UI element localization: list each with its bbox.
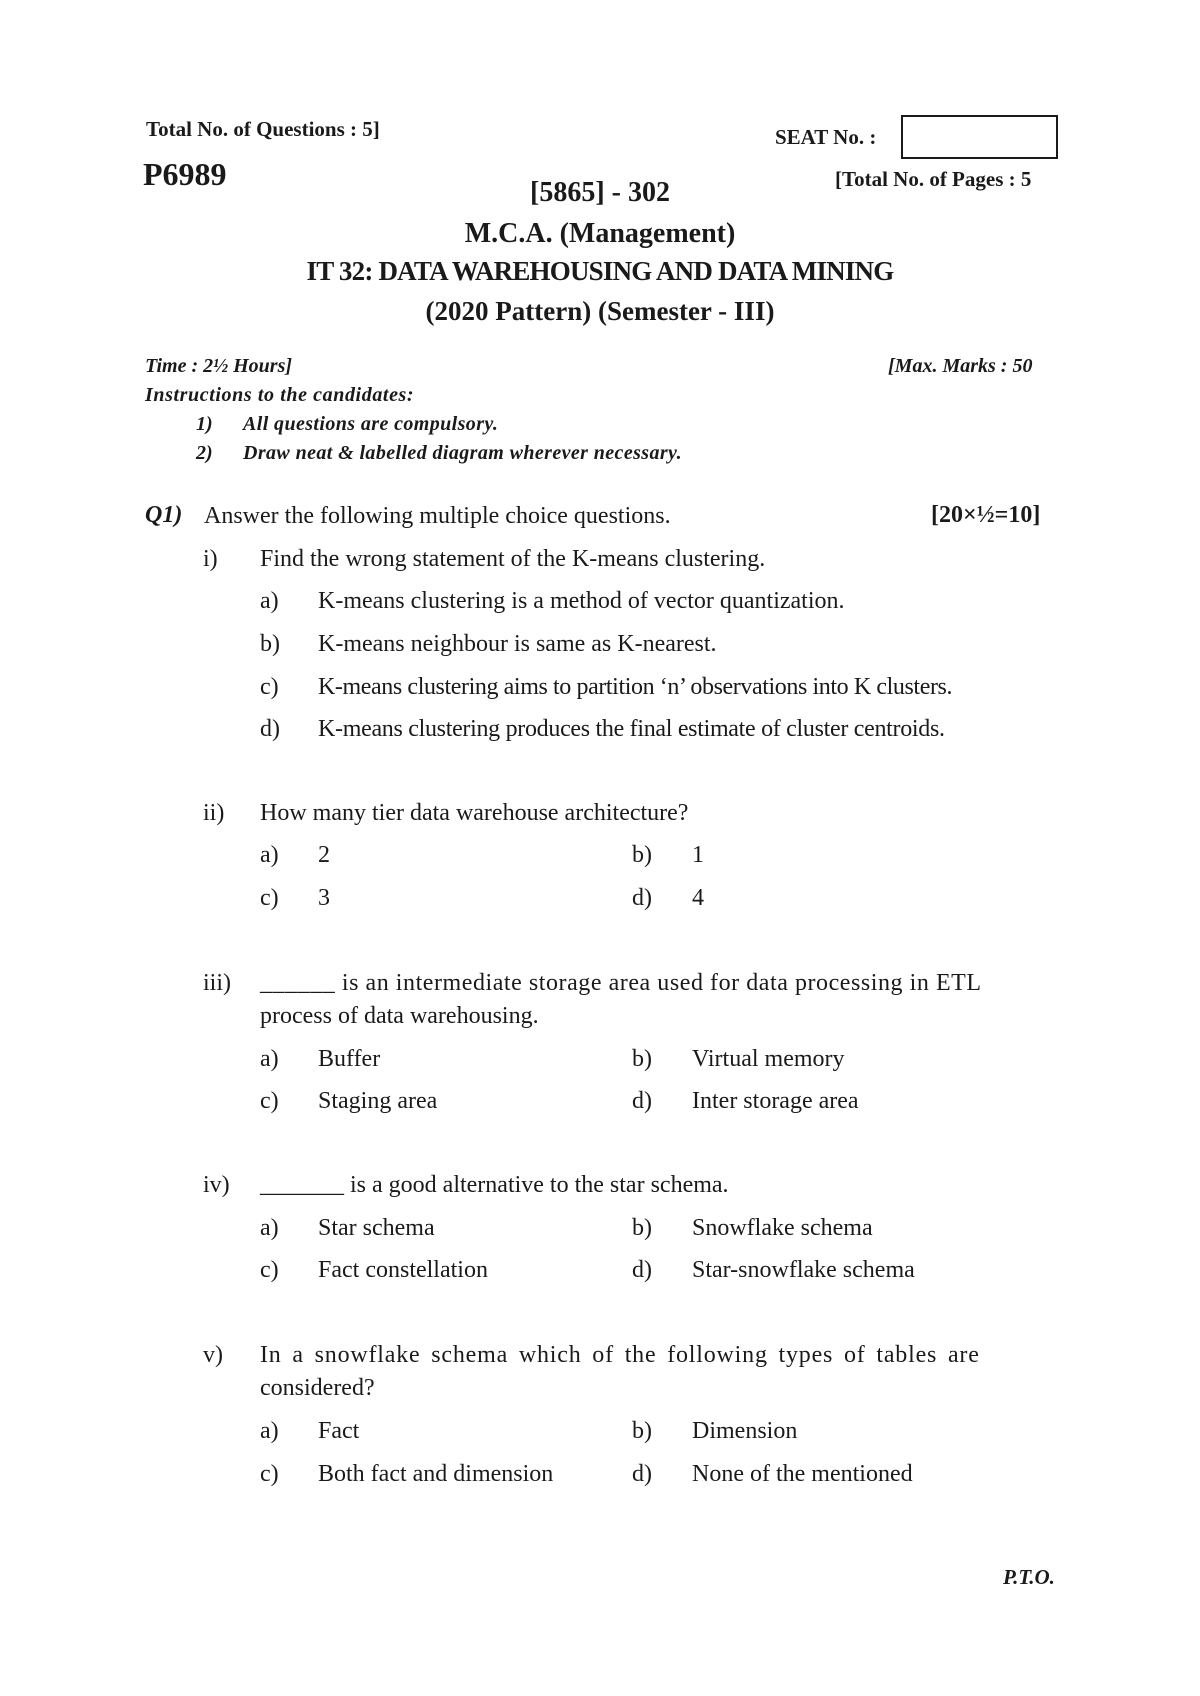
option-label: d) [632,1257,652,1283]
exam-code: [5865] - 302 [530,177,670,208]
option-label: c) [260,674,279,700]
question-marks: [20×½=10] [931,502,1041,528]
instruction-text: Draw neat & labelled diagram wherever necessary. [243,442,682,464]
option-label: a) [260,842,279,868]
option-label: b) [632,842,652,868]
subquestion-number: iii) [203,970,231,996]
option-text: K-means clustering aims to partition ‘n’ observations into K clusters. [318,674,953,700]
option-text: Fact [318,1418,360,1444]
subquestion-text: In a snowflake schema which of the following types of tables are [260,1342,980,1368]
time-allowed: Time : 2½ Hours] [145,355,293,377]
pattern-semester: (2020 Pattern) (Semester - III) [425,296,775,326]
option-label: b) [632,1418,652,1444]
subquestion-number: v) [203,1342,223,1368]
option-text: Both fact and dimension [318,1461,554,1487]
option-label: d) [632,1088,652,1114]
option-label: a) [260,1046,279,1072]
subquestion-number: i) [203,546,218,572]
subquestion-text: How many tier data warehouse architecture? [260,800,689,826]
total-pages: [Total No. of Pages : 5 [835,167,1032,191]
option-label: a) [260,588,279,614]
option-label: b) [260,631,280,657]
course-title: M.C.A. (Management) [464,218,736,249]
option-text: Inter storage area [692,1088,859,1114]
pto-label: P.T.O. [1003,1565,1055,1589]
subquestion-text-continued: process of data warehousing. [260,1003,539,1029]
instruction-text: All questions are compulsory. [243,413,499,435]
option-label: c) [260,1088,279,1114]
subject-title: IT 32: DATA WAREHOUSING AND DATA MINING [306,256,894,286]
option-text: K-means clustering is a method of vector quantization. [318,588,845,614]
option-text: 2 [318,842,330,868]
max-marks: [Max. Marks : 50 [888,355,1033,377]
option-text: 3 [318,885,330,911]
subquestion-number: iv) [203,1172,230,1198]
option-label: b) [632,1215,652,1241]
option-label: c) [260,1257,279,1283]
subquestion-text: ______ is an intermediate storage area used for data processing in ETL [260,970,982,996]
option-label: c) [260,885,279,911]
option-label: c) [260,1461,279,1487]
instructions-title: Instructions to the candidates: [145,384,415,406]
option-text: Virtual memory [692,1046,845,1072]
option-text: K-means clustering produces the final estimate of cluster centroids. [318,716,945,742]
option-label: d) [632,1461,652,1487]
option-label: a) [260,1418,279,1444]
subquestion-text: _______ is a good alternative to the star schema. [260,1172,729,1198]
option-text: Buffer [318,1046,381,1072]
subquestion-number: ii) [203,800,225,826]
option-text: Dimension [692,1418,798,1444]
option-text: 4 [692,885,704,911]
option-text: Staging area [318,1088,438,1114]
option-text: K-means neighbour is same as K-nearest. [318,631,717,657]
paper-code: P6989 [143,156,227,192]
question-label: Q1) [145,502,183,528]
seat-label: SEAT No. : [775,125,877,149]
subquestion-text: Find the wrong statement of the K-means clustering. [260,546,766,572]
instruction-number: 1) [196,413,213,435]
option-text: Star schema [318,1215,435,1241]
subquestion-text-continued: considered? [260,1375,375,1401]
option-label: d) [632,885,652,911]
question-text: Answer the following multiple choice questions. [204,503,671,529]
total-questions: Total No. of Questions : 5] [146,117,380,141]
seat-number-box[interactable] [901,115,1058,159]
instruction-number: 2) [196,442,213,464]
option-label: d) [260,716,280,742]
option-text: None of the mentioned [692,1461,913,1487]
option-text: 1 [692,842,704,868]
option-text: Star-snowflake schema [692,1257,915,1283]
option-text: Fact constellation [318,1257,488,1283]
option-label: b) [632,1046,652,1072]
option-text: Snowflake schema [692,1215,873,1241]
option-label: a) [260,1215,279,1241]
